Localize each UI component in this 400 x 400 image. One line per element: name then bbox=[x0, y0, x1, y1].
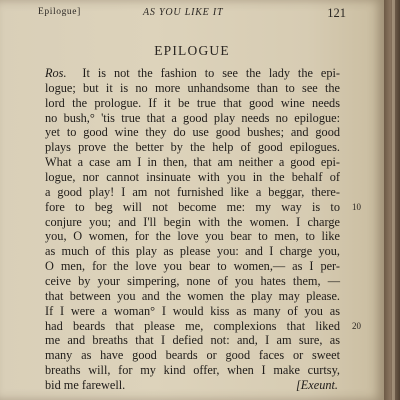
running-head-section: Epilogue] bbox=[38, 7, 81, 17]
text-line: bid me farewell. bbox=[45, 378, 126, 392]
line-number-10: 10 bbox=[352, 201, 361, 212]
page-number: 121 bbox=[327, 6, 346, 20]
text-line: ceive by your simpering, none of you hates them, — bbox=[45, 274, 340, 288]
text-line bbox=[45, 66, 340, 81]
running-head bbox=[38, 6, 346, 22]
stage-direction: [Exeunt. bbox=[296, 378, 339, 392]
text-line: no bush,° 'tis true that a good play needs no epilogue: bbox=[45, 110, 340, 125]
book-page-edge-highlight bbox=[392, 0, 395, 400]
text-line: breaths will, for my kind offer, when I make curtsy, bbox=[45, 363, 340, 378]
text-line: logue; but it is no more unhandsome than to see the bbox=[45, 80, 340, 95]
text-line: that between you and the women the play may please. bbox=[45, 288, 340, 303]
text-line: fore to beg will not become me: my way is to bbox=[45, 199, 340, 214]
text-line: as much of this play as please you: and I charge you, bbox=[45, 244, 340, 259]
text-line: lord the prologue. If it be true that good wine needs bbox=[45, 95, 340, 110]
text-line: logue, nor cannot insinuate with you in the behalf of bbox=[45, 170, 340, 184]
text-line: What a case am I in then, that am neither a good epi- bbox=[45, 155, 340, 170]
text-line: conjure you; and I'll begin with the women. I charge bbox=[45, 214, 340, 229]
text-line: many as have good beards or good faces or sweet bbox=[45, 348, 340, 363]
running-head-title: AS YOU LIKE IT bbox=[143, 7, 224, 18]
text-line: O men, for the love you bear to women,— as I per- bbox=[45, 259, 340, 274]
text-line: you, O women, for the love you bear to men, to like bbox=[45, 229, 340, 244]
text-line: had beards that please me, complexions that liked bbox=[45, 318, 340, 333]
text-line: plays prove the better by the help of good epilogues. bbox=[45, 140, 340, 155]
line-number-20: 20 bbox=[352, 320, 361, 331]
line-text: It is not the fashion to see the lady the epi- bbox=[82, 66, 340, 80]
epilogue-heading: EPILOGUE bbox=[154, 43, 230, 58]
text-line: If I were a woman° I would kiss as many of you as bbox=[45, 303, 340, 318]
speaker-name: Ros. bbox=[45, 66, 67, 80]
text-line: yet to good wine they do use good bushes; and good bbox=[45, 125, 340, 140]
text-line: me and breaths that I defied not: and, I am sure, as bbox=[45, 333, 340, 348]
text-line: a good play! I am not furnished like a beggar, there- bbox=[45, 184, 340, 199]
